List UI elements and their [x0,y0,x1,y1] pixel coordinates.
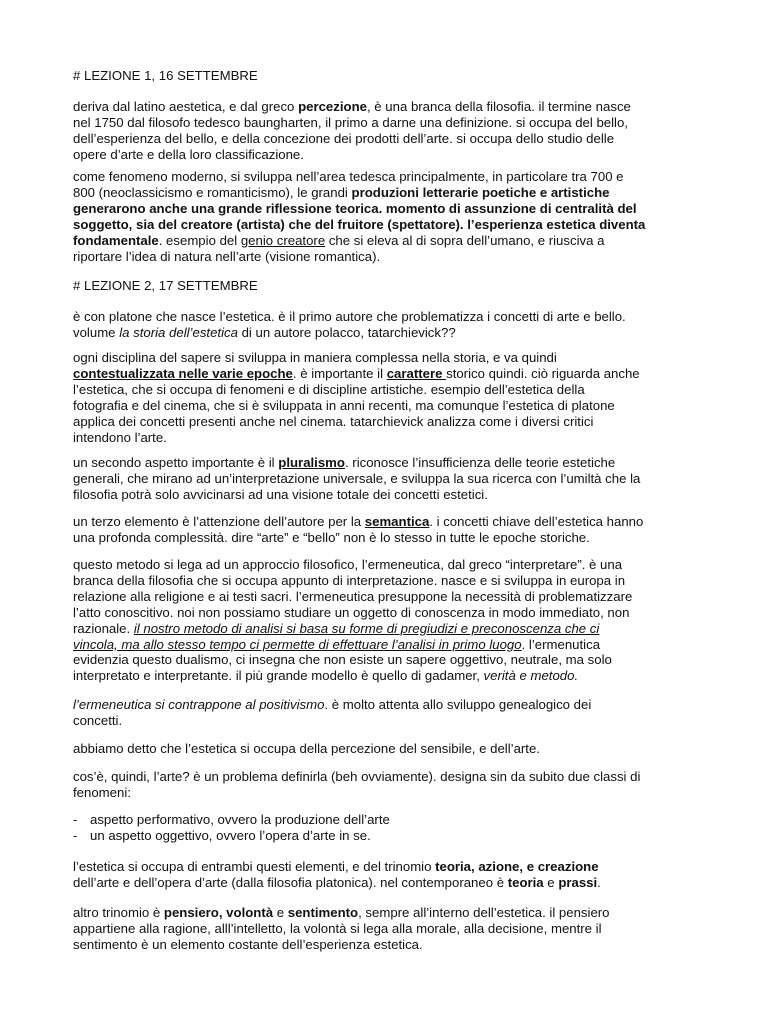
text-span: pensiero, volontà [163,905,274,920]
text-span: questo metodo si lega ad un approccio filosofico, l’ermeneutica, dal greco “interpretare”. è una [73,557,623,572]
text-span: intendono l’arte. [73,429,167,445]
paragraph-3 [73,309,703,341]
text-span [73,99,703,115]
text-span: dell’arte e dell’opera d’arte (dalla filosofia platonica). nel contemporaneo è [73,874,508,890]
text-span: l’estetica si occupa di entrambi questi elementi, e del trinomio [73,859,436,874]
text-span: . [597,874,601,890]
text-span: carattere [386,365,447,381]
text-span: . i concetti chiave dell’estetica hanno [429,514,644,529]
text-span: è con platone che nasce l’estetica. è il primo autore che problematizza i concetti di arte e bello. [73,309,626,324]
text-span: # LEZIONE 2, 17 SETTEMBRE [73,278,258,293]
text-span: la storia dell’estetica [119,324,238,340]
paragraph-8 [73,697,703,729]
text-span: l’ermeneutica si contrappone al positivismo [73,697,325,712]
text-span: nel 1750 dal filosofo tedesco baungharten, il primo a darne una definizione. si occupa del bello, [73,114,628,130]
text-span: teoria [507,874,544,890]
paragraph-10 [73,769,703,801]
text-span: fondamentale [73,232,159,248]
text-span: . è importante il [292,365,387,381]
text-span: fotografia e del cinema, che si è sviluppata in anni recenti, ma comunque l’estetica di platone [73,397,615,413]
text-span: . esempio del [158,232,241,248]
text-span: interpretato e interpretante. il più grande modello è quello di gadamer, [73,668,484,684]
text-span [73,185,703,201]
text-span: e [543,874,559,890]
text-span: l’estetica, che si occupa di fenomeni e di discipline artistiche. esempio dell’estetica della [73,381,585,397]
text-span: come fenomeno moderno, si sviluppa nell’area tedesca principalmente, in particolare tra 700 e [73,169,624,184]
text-span [73,455,703,471]
text-span [73,366,703,382]
text-span: sentimento è un elemento costante dell’esperienza estetica. [73,936,423,952]
text-span: - [73,812,78,827]
list-item [73,828,390,844]
text-span: prassi [558,874,598,890]
text-span: vincola, ma allo stesso tempo ci permette di effettuare l’analisi in primo luogo [73,636,522,652]
text-span: abbiamo detto che l’estetica si occupa della percezione del sensibile, e dell’arte. [73,741,540,756]
text-span [73,697,703,713]
text-span [73,217,703,233]
text-span [73,233,703,249]
paragraph-12 [73,905,703,953]
paragraph-11 [73,859,703,891]
text-span: e [273,905,288,920]
text-span: applica dei concetti presenti anche nel cinema. tatarchievick analizza come i diversi critici [73,413,594,429]
text-span: relazione alla religione e ai testi sacri. l’ermeneutica presuppone la necessità di problematizzare [73,588,633,604]
text-span [73,621,703,637]
text-span [73,859,703,875]
text-span [73,514,703,530]
text-span: riportare l’idea di natura nell’arte (visione romantica). [73,248,381,264]
text-span: filosofia potrà solo avvicinarsi ad una visione totale dei concetti estetici. [73,486,488,502]
text-span: generarono anche una grande riflessione teorica. momento di assunzione di centralità del [73,200,637,216]
text-span: un secondo aspetto importante è il [73,455,279,470]
text-span: # LEZIONE 1, 16 SETTEMBRE [73,68,258,83]
text-span: sentimento [287,905,359,920]
text-span: teoria, azione, e creazione [435,859,599,874]
text-span: - [73,827,78,843]
text-span: , sempre all’interno dell’estetica. il pensiero [358,905,610,920]
paragraph-2 [73,169,703,264]
text-span: ogni disciplina del sapere si sviluppa in maniera complessa nella storia, e va quindi [73,350,557,365]
text-span: fenomeni: [73,784,131,800]
text-span [73,201,703,217]
text-span: di un autore polacco, tatarchievick?? [237,324,456,340]
text-span: semantica [364,514,430,529]
paragraph-1 [73,99,703,163]
heading-lezione-2 [73,278,703,294]
text-span: razionale. [73,620,134,636]
text-span: . l’ermenutica [521,636,601,652]
text-span: soggetto, sia del creatore (artista) che del fruitore (spettatore). l’esperienza estetica diventa [73,216,646,232]
bullet-list [73,812,390,844]
text-span: contestualizzata nelle varie epoche [73,365,293,381]
text-span: l’atto conoscitivo. noi non possiamo studiare un oggetto di conoscenza in modo immediato, non [73,604,630,620]
text-span: deriva dal latino aestetica, e dal greco [73,99,299,114]
text-span: generali, che mirano ad un’interpretazione universale, e sviluppa la sua ricerca con l’umiltà che la [73,470,641,486]
list-item [73,812,390,828]
text-span: un terzo elemento è l’attenzione dell’autore per la [73,514,365,529]
text-span: dell’esperienza del bello, e della concezione dei prodotti dell’arte. si occupa dello studio delle [73,130,615,146]
text-span: opere d’arte e della loro classificazione. [73,146,304,162]
text-span: evidenzia questo dualismo, ci insegna che non esiste un sapere oggettivo, neutrale, ma solo [73,652,612,668]
text-span [73,905,703,921]
text-span: 800 (neoclassicismo e romanticismo), le grandi [73,184,352,200]
text-span: cos’è, quindi, l’arte? è un problema definirla (beh ovviamente). designa sin da subito due classi di [73,769,641,784]
text-span [73,325,703,341]
text-span: una profonda complessità. dire “arte” e “bello” non è lo stesso in tutte le epoche storiche. [73,529,590,545]
text-span: branca della filosofia che si occupa appunto di interpretazione. nasce e si sviluppa in europa in [73,572,626,588]
paragraph-7 [73,557,703,684]
text-span: storico quindi. ciò riguarda anche [446,365,640,381]
text-span: pluralismo [278,455,345,470]
text-span [73,875,703,891]
text-span: , è una branca della filosofia. il termine nasce [366,99,631,114]
text-span: verità e metodo. [483,668,579,684]
text-span [73,668,703,684]
paragraph-4 [73,350,703,445]
text-span: volume [73,324,120,340]
text-span: genio creatore [240,232,326,248]
text-span: che si eleva al di sopra dell’umano, e riusciva a [325,232,605,248]
text-span: percezione [298,99,367,114]
paragraph-5 [73,455,703,503]
text-span: un aspetto oggettivo, ovvero l’opera d’arte in se. [90,827,371,843]
text-span: . è molto attenta allo sviluppo genealogico dei [324,697,592,712]
text-span: aspetto performativo, ovvero la produzione dell’arte [90,812,390,827]
text-span: il nostro metodo di analisi si basa su forme di pregiudizi e preconoscenza che ci [133,620,600,636]
heading-lezione-1 [73,68,703,84]
text-span [73,637,703,653]
text-span: appartiene alla ragione, alll’intelletto, la volontà si lega alla morale, alla decisione, mentre il [73,920,602,936]
text-span: concetti. [73,712,123,728]
text-span: produzioni letterarie poetiche e artistiche [351,184,610,200]
paragraph-6 [73,514,703,546]
text-span: . riconosce l’insufficienza delle teorie estetiche [344,455,616,470]
paragraph-9 [73,741,703,757]
text-span: altro trinomio è [73,905,164,920]
